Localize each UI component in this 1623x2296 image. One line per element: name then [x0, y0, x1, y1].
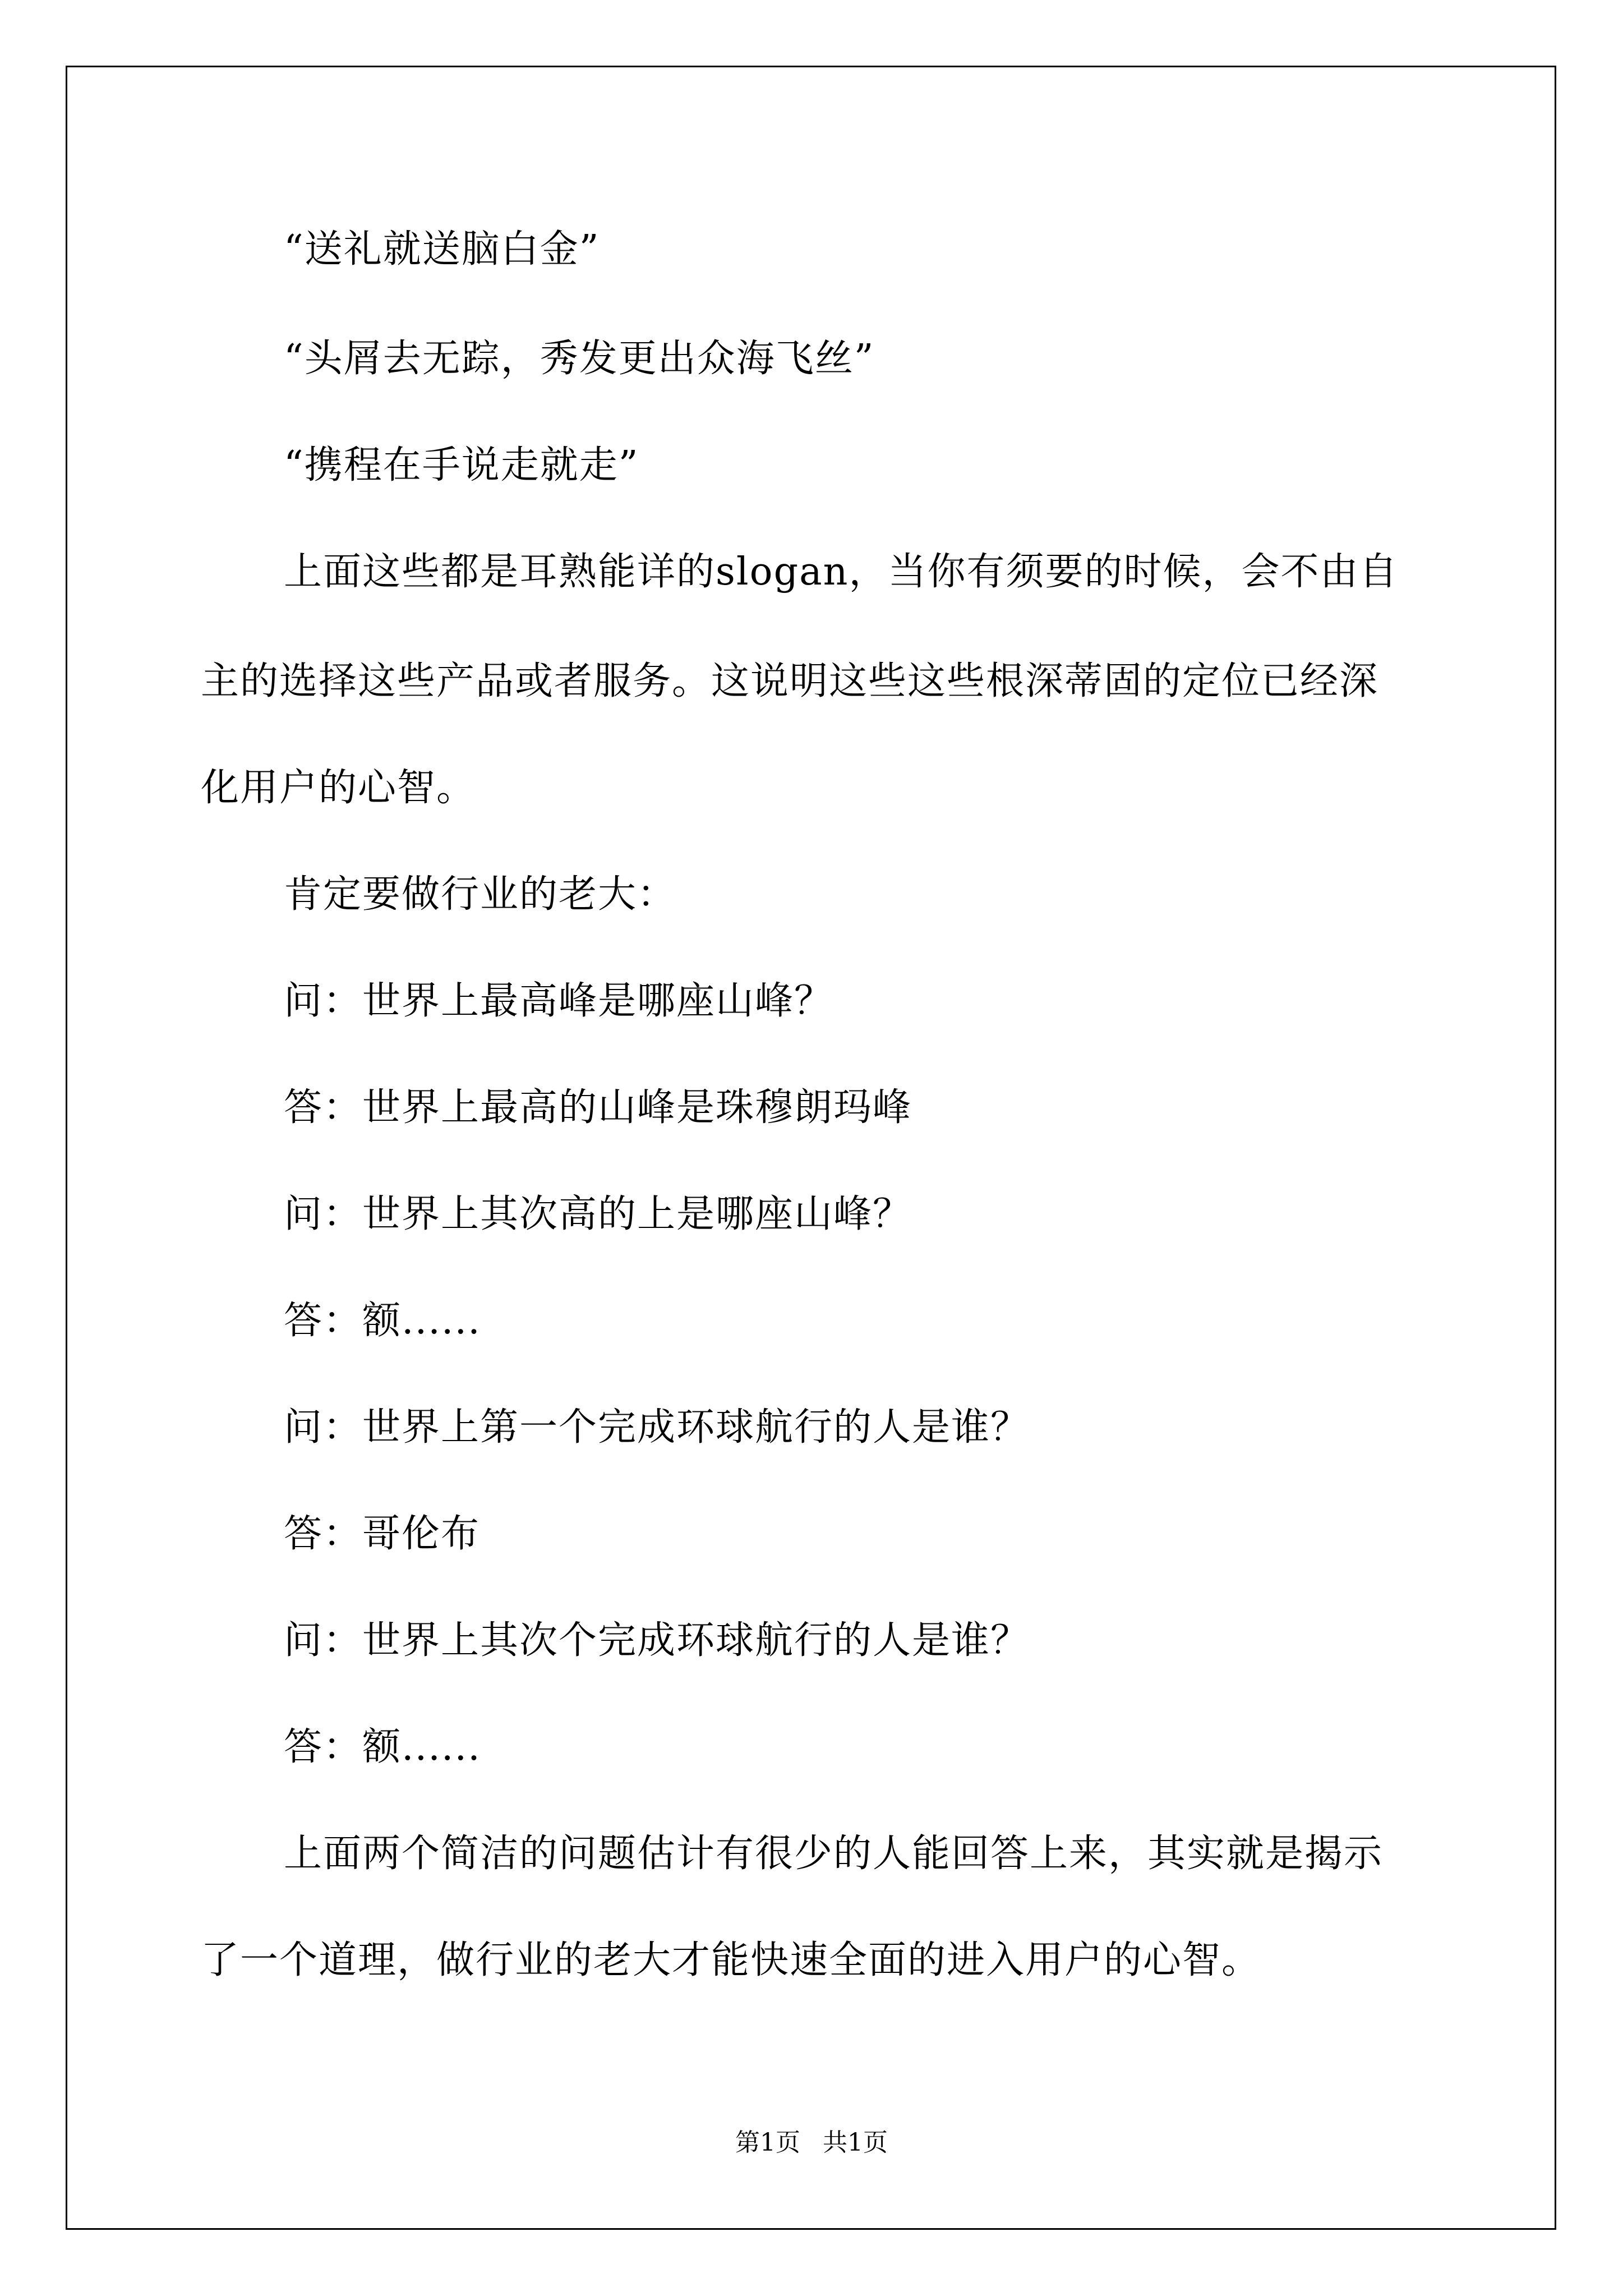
slogan-line-2: “头屑去无踪，秀发更出众海飞丝” [284, 337, 875, 381]
page-number: 第1页 [735, 2128, 800, 2157]
answer-3: 答：哥伦布 [284, 1512, 481, 1556]
question-2: 问：世界上其次高的上是哪座山峰？ [284, 1192, 912, 1236]
slogan-line-3: “携程在手说走就走” [284, 443, 639, 487]
slogan-line-1: “送礼就送脑白金” [284, 227, 600, 272]
paragraph-2-line-2: 了一个道理，做行业的老大才能快速全面的进入用户的心智。 [201, 1938, 1261, 1982]
paragraph-1-line-2: 主的选择这些产品或者服务。这说明这些这些根深蒂固的定位已经深 [201, 659, 1379, 703]
paragraph-2-line-1: 上面两个简洁的问题估计有很少的人能回答上来，其实就是揭示 [284, 1832, 1384, 1876]
answer-1: 答：世界上最高的山峰是珠穆朗玛峰 [284, 1085, 912, 1130]
heading-line: 肯定要做行业的老大： [284, 872, 677, 917]
paragraph-1-line-3: 化用户的心智。 [201, 766, 476, 810]
question-1: 问：世界上最高峰是哪座山峰？ [284, 979, 834, 1023]
answer-2: 答：额...... [284, 1299, 481, 1343]
answer-4: 答：额...... [284, 1725, 481, 1769]
page-total: 共1页 [823, 2128, 888, 2157]
paragraph-1-line-1: 上面这些都是耳熟能详的slogan，当你有须要的时候，会不由自 [284, 550, 1399, 594]
question-4: 问：世界上其次个完成环球航行的人是谁？ [284, 1618, 1030, 1663]
page-border [66, 66, 1556, 2230]
question-3: 问：世界上第一个完成环球航行的人是谁？ [284, 1405, 1030, 1450]
page-footer [0, 2129, 1623, 2157]
